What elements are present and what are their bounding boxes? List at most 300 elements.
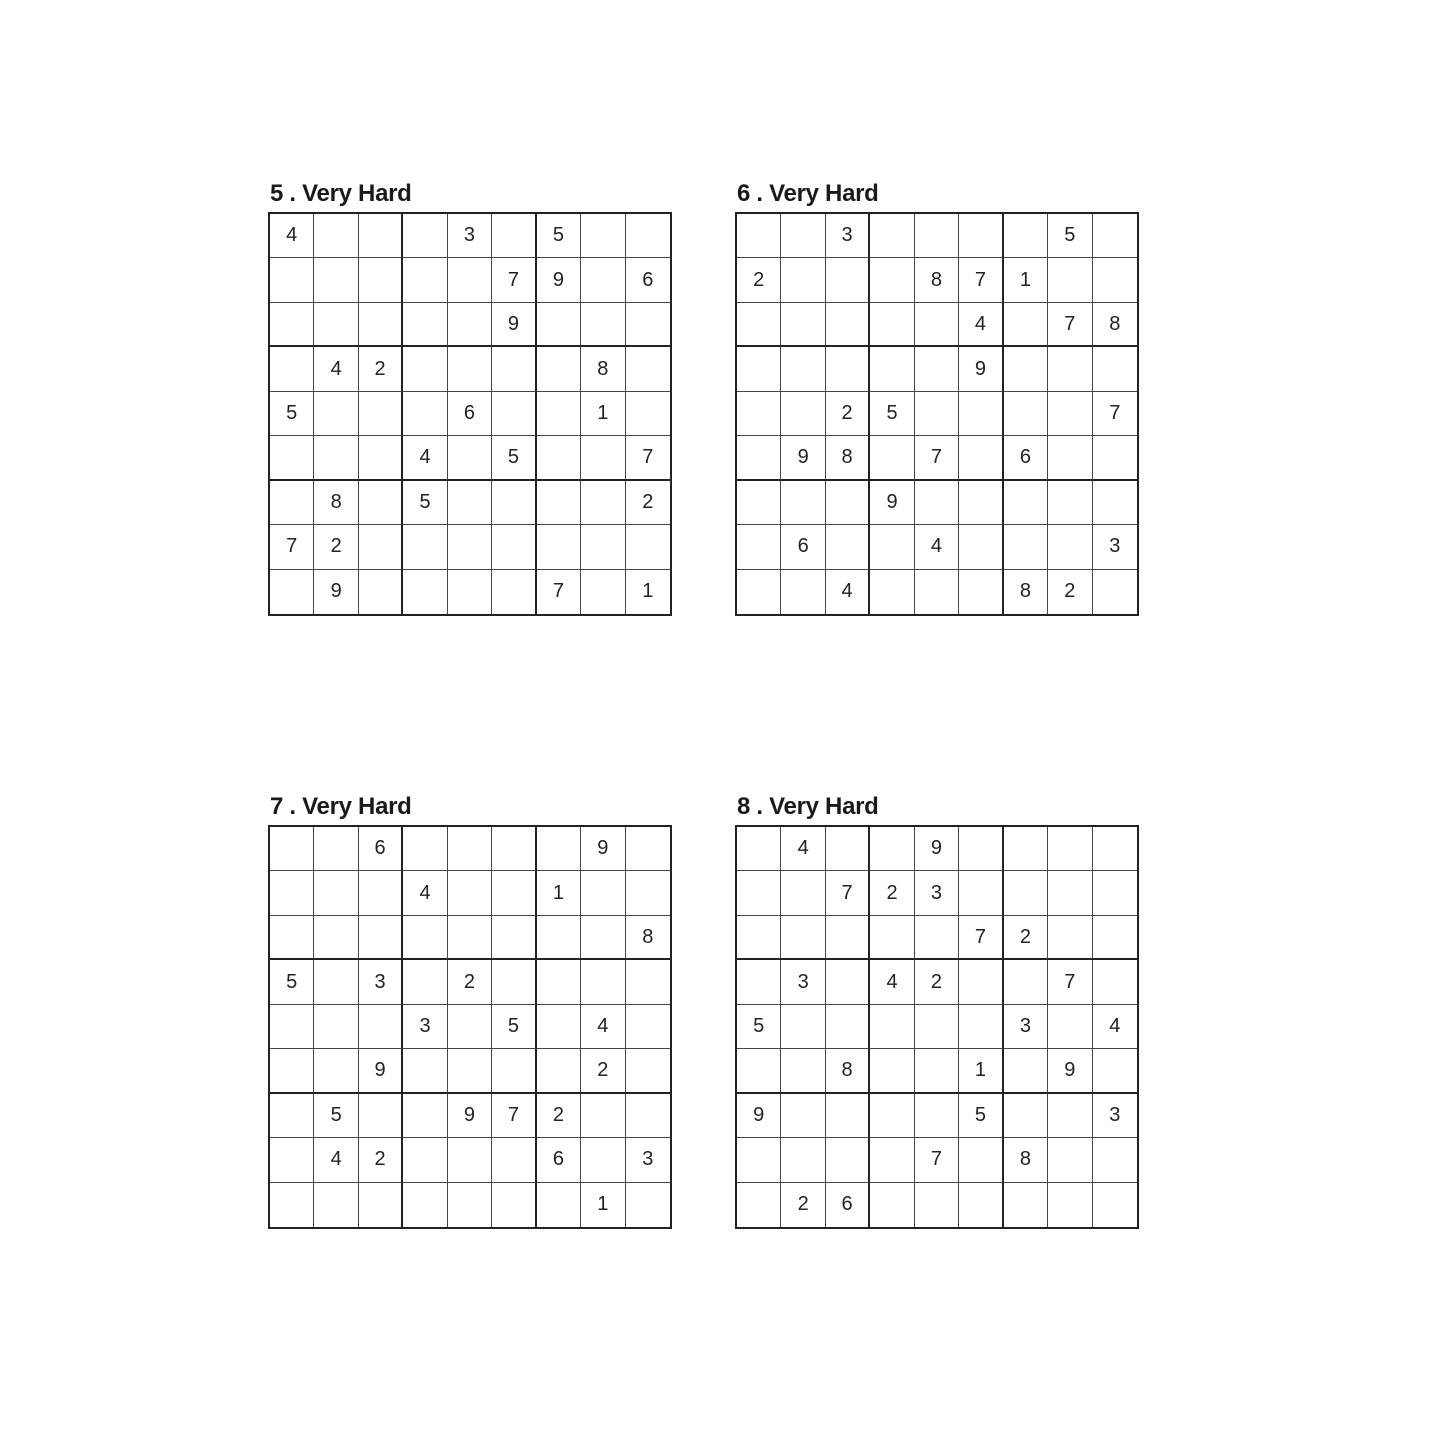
sudoku-cell[interactable] bbox=[1093, 916, 1137, 960]
sudoku-cell[interactable] bbox=[959, 214, 1003, 258]
sudoku-cell[interactable] bbox=[870, 827, 914, 871]
sudoku-cell[interactable] bbox=[581, 436, 625, 480]
sudoku-cell[interactable] bbox=[403, 525, 447, 569]
sudoku-cell[interactable] bbox=[403, 570, 447, 614]
sudoku-cell[interactable]: 7 bbox=[959, 916, 1003, 960]
sudoku-cell[interactable] bbox=[1093, 258, 1137, 302]
sudoku-cell[interactable]: 2 bbox=[448, 960, 492, 1004]
sudoku-cell[interactable]: 9 bbox=[959, 347, 1003, 391]
sudoku-cell[interactable] bbox=[959, 525, 1003, 569]
sudoku-cell[interactable] bbox=[492, 570, 536, 614]
sudoku-cell[interactable] bbox=[1093, 1183, 1137, 1227]
sudoku-cell[interactable] bbox=[359, 481, 403, 525]
sudoku-cell[interactable] bbox=[915, 1183, 959, 1227]
sudoku-cell[interactable] bbox=[581, 570, 625, 614]
sudoku-cell[interactable] bbox=[537, 1005, 581, 1049]
sudoku-cell[interactable]: 3 bbox=[448, 214, 492, 258]
sudoku-cell[interactable]: 9 bbox=[870, 481, 914, 525]
sudoku-cell[interactable] bbox=[1093, 347, 1137, 391]
sudoku-cell[interactable]: 1 bbox=[581, 1183, 625, 1227]
sudoku-cell[interactable]: 2 bbox=[359, 1138, 403, 1182]
sudoku-cell[interactable] bbox=[270, 827, 314, 871]
sudoku-cell[interactable] bbox=[1048, 1138, 1092, 1182]
sudoku-cell[interactable] bbox=[314, 1183, 358, 1227]
sudoku-cell[interactable] bbox=[403, 960, 447, 1004]
sudoku-cell[interactable] bbox=[1004, 347, 1048, 391]
sudoku-cell[interactable] bbox=[1004, 960, 1048, 1004]
sudoku-cell[interactable] bbox=[626, 1094, 670, 1138]
sudoku-cell[interactable]: 8 bbox=[826, 436, 870, 480]
sudoku-cell[interactable] bbox=[314, 960, 358, 1004]
sudoku-cell[interactable] bbox=[915, 1005, 959, 1049]
sudoku-cell[interactable]: 7 bbox=[626, 436, 670, 480]
sudoku-cell[interactable] bbox=[492, 214, 536, 258]
sudoku-cell[interactable] bbox=[359, 392, 403, 436]
sudoku-cell[interactable] bbox=[737, 916, 781, 960]
sudoku-cell[interactable] bbox=[403, 1138, 447, 1182]
sudoku-cell[interactable] bbox=[826, 827, 870, 871]
sudoku-cell[interactable] bbox=[1048, 1183, 1092, 1227]
sudoku-cell[interactable] bbox=[626, 1183, 670, 1227]
sudoku-cell[interactable] bbox=[1093, 570, 1137, 614]
sudoku-cell[interactable] bbox=[626, 303, 670, 347]
sudoku-cell[interactable] bbox=[537, 481, 581, 525]
sudoku-cell[interactable]: 5 bbox=[270, 960, 314, 1004]
sudoku-cell[interactable] bbox=[359, 871, 403, 915]
sudoku-cell[interactable] bbox=[870, 916, 914, 960]
sudoku-cell[interactable] bbox=[1004, 525, 1048, 569]
sudoku-cell[interactable] bbox=[359, 303, 403, 347]
sudoku-cell[interactable] bbox=[626, 871, 670, 915]
sudoku-cell[interactable] bbox=[915, 347, 959, 391]
sudoku-cell[interactable] bbox=[870, 436, 914, 480]
sudoku-cell[interactable]: 3 bbox=[359, 960, 403, 1004]
sudoku-cell[interactable] bbox=[781, 570, 825, 614]
sudoku-cell[interactable]: 7 bbox=[1048, 303, 1092, 347]
sudoku-cell[interactable] bbox=[403, 214, 447, 258]
sudoku-cell[interactable]: 8 bbox=[1004, 1138, 1048, 1182]
sudoku-cell[interactable] bbox=[448, 1138, 492, 1182]
sudoku-cell[interactable] bbox=[1093, 1138, 1137, 1182]
sudoku-cell[interactable] bbox=[314, 214, 358, 258]
sudoku-cell[interactable] bbox=[915, 1094, 959, 1138]
sudoku-cell[interactable] bbox=[737, 214, 781, 258]
sudoku-cell[interactable]: 5 bbox=[403, 481, 447, 525]
sudoku-cell[interactable] bbox=[959, 436, 1003, 480]
sudoku-cell[interactable] bbox=[826, 960, 870, 1004]
sudoku-cell[interactable] bbox=[270, 1094, 314, 1138]
sudoku-cell[interactable]: 4 bbox=[826, 570, 870, 614]
sudoku-cell[interactable] bbox=[492, 1049, 536, 1093]
sudoku-cell[interactable] bbox=[781, 916, 825, 960]
sudoku-cell[interactable] bbox=[314, 1005, 358, 1049]
sudoku-cell[interactable] bbox=[270, 436, 314, 480]
sudoku-cell[interactable] bbox=[270, 303, 314, 347]
sudoku-cell[interactable] bbox=[537, 436, 581, 480]
sudoku-cell[interactable] bbox=[314, 916, 358, 960]
sudoku-cell[interactable] bbox=[492, 960, 536, 1004]
sudoku-cell[interactable] bbox=[959, 871, 1003, 915]
sudoku-cell[interactable] bbox=[781, 481, 825, 525]
sudoku-cell[interactable] bbox=[537, 347, 581, 391]
sudoku-cell[interactable] bbox=[737, 303, 781, 347]
sudoku-cell[interactable] bbox=[1004, 392, 1048, 436]
sudoku-cell[interactable] bbox=[270, 1005, 314, 1049]
sudoku-cell[interactable] bbox=[270, 347, 314, 391]
sudoku-cell[interactable] bbox=[537, 392, 581, 436]
sudoku-cell[interactable]: 2 bbox=[314, 525, 358, 569]
sudoku-cell[interactable] bbox=[314, 303, 358, 347]
sudoku-cell[interactable] bbox=[1004, 303, 1048, 347]
sudoku-cell[interactable] bbox=[737, 347, 781, 391]
sudoku-cell[interactable] bbox=[1093, 960, 1137, 1004]
sudoku-cell[interactable]: 5 bbox=[537, 214, 581, 258]
sudoku-cell[interactable] bbox=[870, 1094, 914, 1138]
sudoku-cell[interactable] bbox=[959, 570, 1003, 614]
sudoku-cell[interactable]: 3 bbox=[915, 871, 959, 915]
sudoku-cell[interactable] bbox=[870, 1049, 914, 1093]
sudoku-cell[interactable] bbox=[448, 871, 492, 915]
sudoku-cell[interactable]: 4 bbox=[915, 525, 959, 569]
sudoku-cell[interactable]: 4 bbox=[781, 827, 825, 871]
sudoku-cell[interactable] bbox=[1048, 525, 1092, 569]
sudoku-cell[interactable] bbox=[492, 525, 536, 569]
sudoku-cell[interactable] bbox=[781, 1005, 825, 1049]
sudoku-cell[interactable] bbox=[826, 481, 870, 525]
sudoku-cell[interactable] bbox=[1048, 258, 1092, 302]
sudoku-cell[interactable]: 8 bbox=[1093, 303, 1137, 347]
sudoku-cell[interactable]: 9 bbox=[359, 1049, 403, 1093]
sudoku-cell[interactable]: 6 bbox=[781, 525, 825, 569]
sudoku-cell[interactable] bbox=[959, 392, 1003, 436]
sudoku-cell[interactable] bbox=[1093, 827, 1137, 871]
sudoku-cell[interactable] bbox=[581, 303, 625, 347]
sudoku-cell[interactable] bbox=[781, 258, 825, 302]
sudoku-cell[interactable] bbox=[1093, 436, 1137, 480]
sudoku-cell[interactable]: 1 bbox=[642, 580, 654, 603]
sudoku-cell[interactable] bbox=[537, 960, 581, 1004]
sudoku-cell[interactable] bbox=[270, 570, 314, 614]
sudoku-cell[interactable]: 3 bbox=[1004, 1005, 1048, 1049]
sudoku-cell[interactable]: 9 bbox=[781, 436, 825, 480]
sudoku-cell[interactable] bbox=[781, 1138, 825, 1182]
sudoku-cell[interactable]: 9 bbox=[1048, 1049, 1092, 1093]
sudoku-cell[interactable] bbox=[915, 570, 959, 614]
sudoku-cell[interactable] bbox=[737, 1138, 781, 1182]
sudoku-cell[interactable] bbox=[870, 303, 914, 347]
sudoku-cell[interactable] bbox=[915, 1049, 959, 1093]
sudoku-cell[interactable] bbox=[581, 960, 625, 1004]
sudoku-cell[interactable] bbox=[581, 1094, 625, 1138]
sudoku-cell[interactable] bbox=[448, 525, 492, 569]
sudoku-cell[interactable] bbox=[448, 570, 492, 614]
sudoku-cell[interactable]: 5 bbox=[959, 1094, 1003, 1138]
sudoku-cell[interactable]: 6 bbox=[1004, 436, 1048, 480]
sudoku-cell[interactable]: 9 bbox=[314, 570, 358, 614]
sudoku-cell[interactable] bbox=[870, 258, 914, 302]
sudoku-cell[interactable] bbox=[537, 303, 581, 347]
sudoku-cell[interactable] bbox=[1093, 871, 1137, 915]
sudoku-cell[interactable] bbox=[492, 1138, 536, 1182]
sudoku-cell[interactable] bbox=[1048, 871, 1092, 915]
sudoku-cell[interactable] bbox=[448, 258, 492, 302]
sudoku-cell[interactable] bbox=[581, 525, 625, 569]
sudoku-cell[interactable] bbox=[1048, 827, 1092, 871]
sudoku-cell[interactable] bbox=[537, 827, 581, 871]
sudoku-cell[interactable] bbox=[626, 960, 670, 1004]
sudoku-cell[interactable]: 3 bbox=[826, 214, 870, 258]
sudoku-cell[interactable]: 2 bbox=[359, 347, 403, 391]
sudoku-cell[interactable]: 3 bbox=[781, 960, 825, 1004]
sudoku-cell[interactable] bbox=[1004, 827, 1048, 871]
sudoku-cell[interactable]: 5 bbox=[737, 1005, 781, 1049]
sudoku-cell[interactable]: 9 bbox=[737, 1094, 781, 1138]
sudoku-cell[interactable] bbox=[448, 916, 492, 960]
sudoku-cell[interactable] bbox=[1048, 347, 1092, 391]
sudoku-cell[interactable]: 5 bbox=[492, 1005, 536, 1049]
sudoku-cell[interactable]: 5 bbox=[1048, 214, 1092, 258]
sudoku-cell[interactable] bbox=[448, 827, 492, 871]
sudoku-cell[interactable] bbox=[403, 916, 447, 960]
sudoku-cell[interactable]: 6 bbox=[448, 392, 492, 436]
sudoku-cell[interactable] bbox=[1004, 1183, 1048, 1227]
sudoku-cell[interactable] bbox=[626, 525, 670, 569]
sudoku-cell[interactable]: 5 bbox=[314, 1094, 358, 1138]
sudoku-cell[interactable] bbox=[737, 481, 781, 525]
sudoku-cell[interactable] bbox=[270, 1183, 314, 1227]
sudoku-cell[interactable] bbox=[826, 1138, 870, 1182]
sudoku-cell[interactable] bbox=[959, 1138, 1003, 1182]
sudoku-cell[interactable] bbox=[270, 916, 314, 960]
sudoku-cell[interactable]: 3 bbox=[403, 1005, 447, 1049]
sudoku-cell[interactable]: 2 bbox=[626, 481, 670, 525]
sudoku-cell[interactable]: 9 bbox=[915, 827, 959, 871]
sudoku-cell[interactable] bbox=[359, 570, 403, 614]
sudoku-cell[interactable]: 2 bbox=[737, 258, 781, 302]
sudoku-cell[interactable] bbox=[781, 871, 825, 915]
sudoku-cell[interactable]: 6 bbox=[826, 1183, 870, 1227]
sudoku-cell[interactable]: 2 bbox=[826, 392, 870, 436]
sudoku-cell[interactable] bbox=[1004, 1094, 1048, 1138]
sudoku-cell[interactable] bbox=[448, 1005, 492, 1049]
sudoku-cell[interactable] bbox=[826, 258, 870, 302]
sudoku-cell[interactable] bbox=[403, 1094, 447, 1138]
sudoku-cell[interactable] bbox=[492, 392, 536, 436]
sudoku-cell[interactable]: 7 bbox=[915, 436, 959, 480]
sudoku-cell[interactable]: 4 bbox=[314, 347, 358, 391]
sudoku-cell[interactable] bbox=[1093, 214, 1137, 258]
sudoku-cell[interactable]: 3 bbox=[1093, 1094, 1137, 1138]
sudoku-cell[interactable] bbox=[781, 1049, 825, 1093]
sudoku-cell[interactable] bbox=[959, 481, 1003, 525]
sudoku-cell[interactable] bbox=[492, 827, 536, 871]
sudoku-cell[interactable] bbox=[826, 303, 870, 347]
sudoku-cell[interactable]: 7 bbox=[537, 570, 581, 614]
sudoku-cell[interactable] bbox=[537, 525, 581, 569]
sudoku-cell[interactable] bbox=[270, 1138, 314, 1182]
sudoku-cell[interactable] bbox=[492, 481, 536, 525]
sudoku-cell[interactable] bbox=[870, 1138, 914, 1182]
sudoku-cell[interactable]: 4 bbox=[403, 436, 447, 480]
sudoku-cell[interactable] bbox=[915, 916, 959, 960]
sudoku-cell[interactable] bbox=[403, 1049, 447, 1093]
sudoku-cell[interactable]: 2 bbox=[781, 1183, 825, 1227]
sudoku-cell[interactable] bbox=[448, 303, 492, 347]
sudoku-cell[interactable]: 4 bbox=[314, 1138, 358, 1182]
sudoku-cell[interactable] bbox=[1004, 1049, 1048, 1093]
sudoku-cell[interactable]: 4 bbox=[581, 1005, 625, 1049]
sudoku-cell[interactable]: 4 bbox=[403, 871, 447, 915]
sudoku-cell[interactable] bbox=[737, 1049, 781, 1093]
sudoku-cell[interactable]: 2 bbox=[1048, 570, 1092, 614]
sudoku-cell[interactable] bbox=[1004, 214, 1048, 258]
sudoku-cell[interactable] bbox=[826, 347, 870, 391]
sudoku-cell[interactable] bbox=[403, 347, 447, 391]
sudoku-cell[interactable] bbox=[448, 1049, 492, 1093]
sudoku-cell[interactable] bbox=[1048, 392, 1092, 436]
sudoku-cell[interactable] bbox=[581, 1138, 625, 1182]
sudoku-cell[interactable] bbox=[737, 1183, 781, 1227]
sudoku-cell[interactable]: 9 bbox=[537, 258, 581, 302]
sudoku-cell[interactable] bbox=[959, 960, 1003, 1004]
sudoku-cell[interactable] bbox=[359, 258, 403, 302]
sudoku-cell[interactable] bbox=[959, 827, 1003, 871]
sudoku-cell[interactable]: 2 bbox=[537, 1094, 581, 1138]
sudoku-cell[interactable]: 6 bbox=[537, 1138, 581, 1182]
sudoku-cell[interactable]: 7 bbox=[915, 1138, 959, 1182]
sudoku-cell[interactable]: 7 bbox=[492, 258, 536, 302]
sudoku-cell[interactable] bbox=[492, 347, 536, 391]
sudoku-cell[interactable] bbox=[359, 214, 403, 258]
sudoku-cell[interactable] bbox=[492, 916, 536, 960]
sudoku-cell[interactable] bbox=[737, 871, 781, 915]
sudoku-cell[interactable] bbox=[626, 827, 670, 871]
sudoku-cell[interactable]: 9 bbox=[492, 303, 536, 347]
sudoku-cell[interactable] bbox=[448, 481, 492, 525]
sudoku-cell[interactable]: 2 bbox=[870, 871, 914, 915]
sudoku-cell[interactable] bbox=[737, 570, 781, 614]
sudoku-cell[interactable] bbox=[314, 436, 358, 480]
sudoku-cell[interactable] bbox=[359, 436, 403, 480]
sudoku-cell[interactable] bbox=[781, 392, 825, 436]
sudoku-cell[interactable] bbox=[270, 481, 314, 525]
sudoku-cell[interactable] bbox=[581, 871, 625, 915]
sudoku-cell[interactable] bbox=[314, 392, 358, 436]
sudoku-cell[interactable] bbox=[581, 916, 625, 960]
sudoku-cell[interactable]: 1 bbox=[537, 871, 581, 915]
sudoku-cell[interactable] bbox=[915, 303, 959, 347]
sudoku-cell[interactable]: 7 bbox=[959, 258, 1003, 302]
sudoku-cell[interactable]: 9 bbox=[448, 1094, 492, 1138]
sudoku-cell[interactable]: 2 bbox=[1004, 916, 1048, 960]
sudoku-cell[interactable] bbox=[1093, 1049, 1137, 1093]
sudoku-cell[interactable] bbox=[403, 1183, 447, 1227]
sudoku-cell[interactable] bbox=[270, 1049, 314, 1093]
sudoku-cell[interactable] bbox=[737, 436, 781, 480]
sudoku-cell[interactable] bbox=[1048, 436, 1092, 480]
sudoku-cell[interactable] bbox=[359, 1183, 403, 1227]
sudoku-cell[interactable]: 4 bbox=[1093, 1005, 1137, 1049]
sudoku-cell[interactable]: 4 bbox=[270, 214, 314, 258]
sudoku-cell[interactable]: 7 bbox=[270, 525, 314, 569]
sudoku-cell[interactable] bbox=[448, 347, 492, 391]
sudoku-cell[interactable] bbox=[826, 1094, 870, 1138]
sudoku-cell[interactable]: 2 bbox=[915, 960, 959, 1004]
sudoku-cell[interactable] bbox=[737, 392, 781, 436]
sudoku-cell[interactable] bbox=[626, 347, 670, 391]
sudoku-cell[interactable]: 6 bbox=[626, 258, 670, 302]
sudoku-cell[interactable]: 7 bbox=[1048, 960, 1092, 1004]
sudoku-cell[interactable] bbox=[1004, 871, 1048, 915]
sudoku-cell[interactable] bbox=[403, 392, 447, 436]
sudoku-cell[interactable] bbox=[626, 392, 670, 436]
sudoku-cell[interactable]: 1 bbox=[581, 392, 625, 436]
sudoku-cell[interactable] bbox=[781, 1094, 825, 1138]
sudoku-cell[interactable]: 5 bbox=[270, 392, 314, 436]
sudoku-cell[interactable] bbox=[826, 916, 870, 960]
sudoku-cell[interactable] bbox=[1048, 916, 1092, 960]
sudoku-cell[interactable] bbox=[359, 1094, 403, 1138]
sudoku-cell[interactable] bbox=[781, 347, 825, 391]
sudoku-cell[interactable]: 8 bbox=[626, 916, 670, 960]
sudoku-cell[interactable]: 3 bbox=[1093, 525, 1137, 569]
sudoku-cell[interactable] bbox=[581, 258, 625, 302]
sudoku-cell[interactable] bbox=[314, 871, 358, 915]
sudoku-cell[interactable]: 8 bbox=[314, 481, 358, 525]
sudoku-cell[interactable] bbox=[403, 258, 447, 302]
sudoku-cell[interactable]: 1 bbox=[1004, 258, 1048, 302]
sudoku-cell[interactable] bbox=[870, 1005, 914, 1049]
sudoku-cell[interactable]: 2 bbox=[581, 1049, 625, 1093]
sudoku-cell[interactable] bbox=[492, 1183, 536, 1227]
sudoku-cell[interactable] bbox=[314, 1049, 358, 1093]
sudoku-cell[interactable]: 3 bbox=[626, 1138, 670, 1182]
sudoku-cell[interactable] bbox=[870, 570, 914, 614]
sudoku-cell[interactable] bbox=[737, 525, 781, 569]
sudoku-cell[interactable] bbox=[870, 347, 914, 391]
sudoku-cell[interactable] bbox=[737, 960, 781, 1004]
sudoku-cell[interactable] bbox=[915, 481, 959, 525]
sudoku-cell[interactable] bbox=[1004, 481, 1048, 525]
sudoku-cell[interactable] bbox=[959, 1005, 1003, 1049]
sudoku-cell[interactable] bbox=[737, 827, 781, 871]
sudoku-cell[interactable] bbox=[1048, 1094, 1092, 1138]
sudoku-cell[interactable] bbox=[537, 1049, 581, 1093]
sudoku-cell[interactable] bbox=[626, 214, 670, 258]
sudoku-cell[interactable] bbox=[270, 258, 314, 302]
sudoku-cell[interactable] bbox=[492, 871, 536, 915]
sudoku-cell[interactable] bbox=[826, 525, 870, 569]
sudoku-cell[interactable] bbox=[826, 1005, 870, 1049]
sudoku-cell[interactable]: 7 bbox=[826, 871, 870, 915]
sudoku-cell[interactable] bbox=[870, 525, 914, 569]
sudoku-cell[interactable] bbox=[626, 1049, 670, 1093]
sudoku-cell[interactable] bbox=[1048, 1005, 1092, 1049]
sudoku-cell[interactable]: 9 bbox=[581, 827, 625, 871]
sudoku-cell[interactable] bbox=[403, 303, 447, 347]
sudoku-cell[interactable] bbox=[270, 871, 314, 915]
sudoku-cell[interactable] bbox=[403, 827, 447, 871]
sudoku-cell[interactable]: 4 bbox=[870, 960, 914, 1004]
sudoku-cell[interactable] bbox=[915, 392, 959, 436]
sudoku-cell[interactable] bbox=[870, 214, 914, 258]
sudoku-cell[interactable]: 6 bbox=[359, 827, 403, 871]
sudoku-cell[interactable] bbox=[359, 1005, 403, 1049]
sudoku-cell[interactable]: 5 bbox=[870, 392, 914, 436]
sudoku-cell[interactable] bbox=[314, 827, 358, 871]
sudoku-cell[interactable]: 4 bbox=[959, 303, 1003, 347]
sudoku-cell[interactable] bbox=[870, 1183, 914, 1227]
